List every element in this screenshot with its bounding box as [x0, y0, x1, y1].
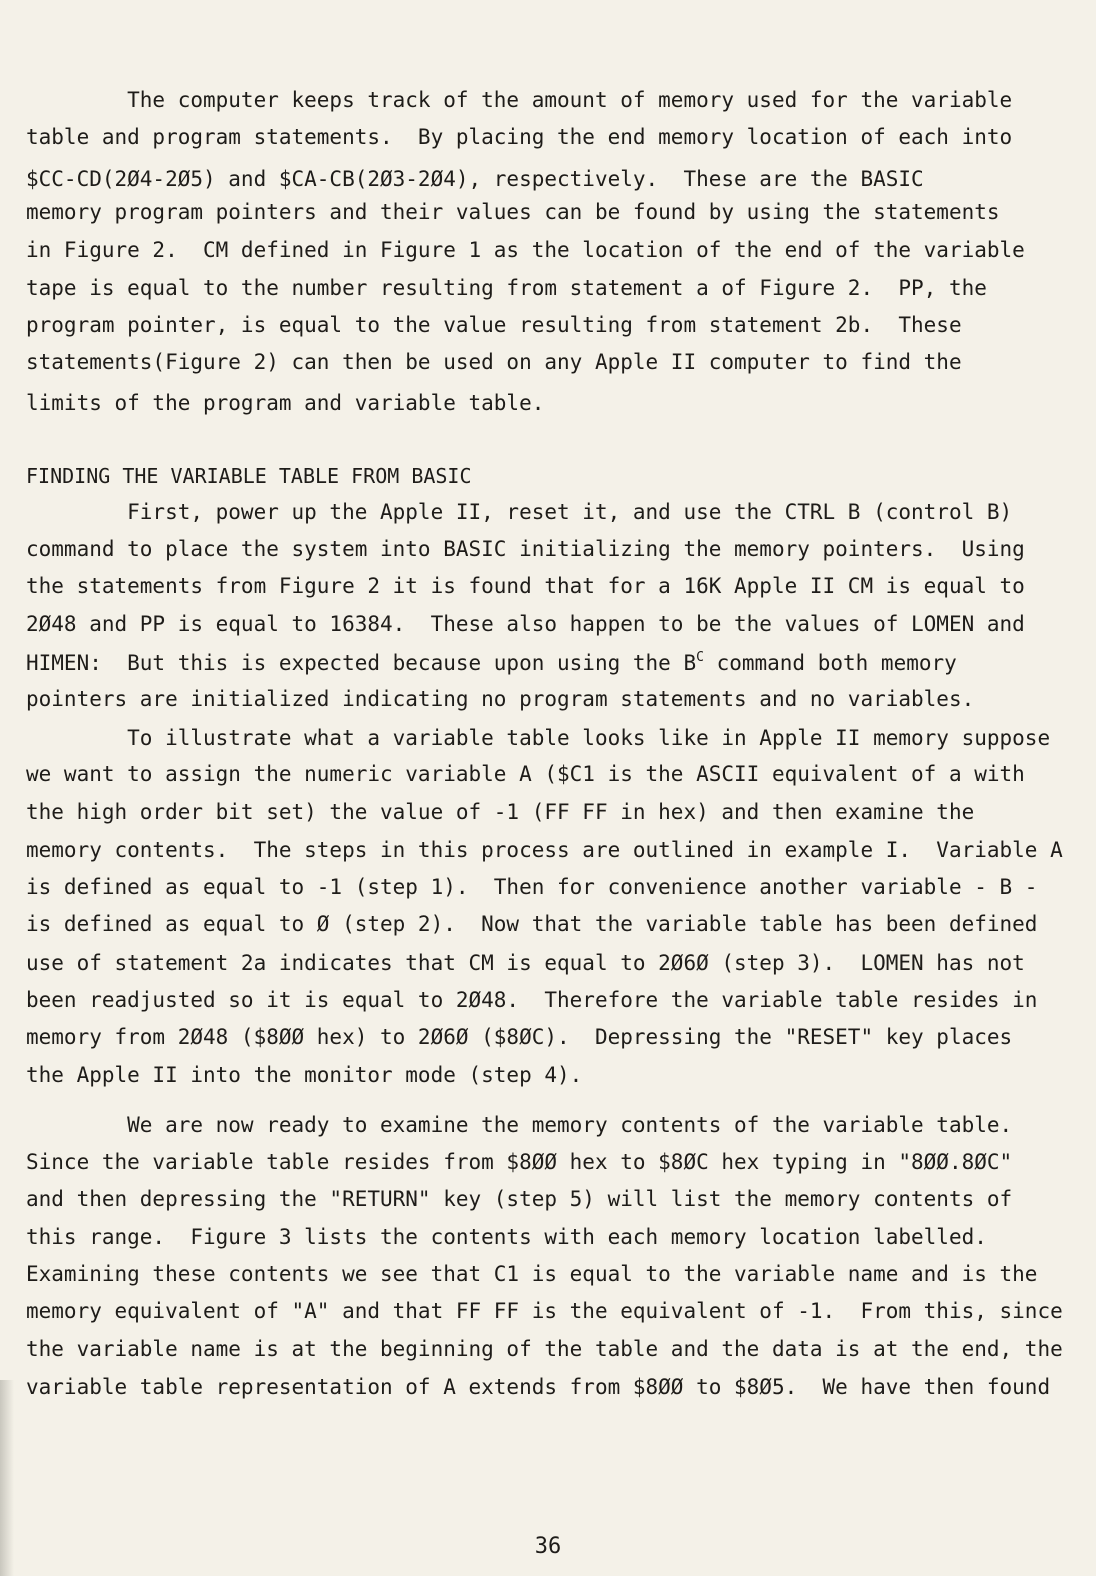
text-line: this range. Figure 3 lists the contents with each memory location labelled.	[26, 1225, 987, 1249]
section-heading: FINDING THE VARIABLE TABLE FROM BASIC	[26, 464, 472, 488]
text-line: we want to assign the numeric variable A ($C1 is the ASCII equivalent of a with	[26, 762, 1025, 786]
text-line: table and program statements. By placing the end memory location of each into	[26, 125, 1013, 149]
text-line: statements(Figure 2) can then be used on any Apple II computer to find the	[26, 350, 962, 374]
text-line: memory equivalent of "A" and that FF FF is the equivalent of -1. From this, since	[26, 1299, 1063, 1323]
text-line: program pointer, is equal to the value resulting from statement 2b. These	[26, 313, 962, 337]
text-line: 2Ø48 and PP is equal to 16384. These also happen to be the values of LOMEN and	[26, 612, 1025, 636]
text-line: is defined as equal to -1 (step 1). Then for convenience another variable - B -	[26, 875, 1038, 899]
text-line: memory from 2Ø48 ($8ØØ hex) to 2Ø6Ø ($8ØC). Depressing the "RESET" key places	[26, 1025, 1013, 1049]
superscript: C	[696, 650, 704, 665]
text-line: been readjusted so it is equal to 2Ø48. Therefore the variable table resides in	[26, 988, 1038, 1012]
text-line: memory program pointers and their values can be found by using the statements	[26, 200, 1000, 224]
text-segment: HIMEN: But this is expected because upon using the B	[26, 651, 697, 675]
text-line: limits of the program and variable table.	[26, 391, 545, 415]
text-line: and then depressing the "RETURN" key (step 5) will list the memory contents of	[26, 1187, 1013, 1211]
text-line: in Figure 2. CM defined in Figure 1 as the location of the end of the variable	[26, 238, 1025, 262]
text-line: The computer keeps track of the amount of memory used for the variable	[26, 88, 1013, 112]
text-segment: command both memory	[703, 651, 957, 675]
page-edge-shadow	[0, 1380, 14, 1576]
text-line: the high order bit set) the value of -1 (FF FF in hex) and then examine the	[26, 800, 975, 824]
text-line: Since the variable table resides from $8ØØ hex to $8ØC hex typing in "8ØØ.8ØC"	[26, 1150, 1013, 1174]
page-number: 36	[534, 1534, 562, 1559]
text-line: the Apple II into the monitor mode (step 4).	[26, 1063, 583, 1087]
text-line: the statements from Figure 2 it is found that for a 16K Apple II CM is equal to	[26, 574, 1025, 598]
text-line: Examining these contents we see that C1 is equal to the variable name and is the	[26, 1262, 1038, 1286]
text-line: is defined as equal to Ø (step 2). Now that the variable table has been defined	[26, 912, 1038, 936]
text-line: memory contents. The steps in this process are outlined in example I. Variable A	[26, 838, 1063, 862]
text-line: the variable name is at the beginning of the table and the data is at the end, the	[26, 1337, 1063, 1361]
text-line: $CC-CD(2Ø4-2Ø5) and $CA-CB(2Ø3-2Ø4), respectively. These are the BASIC	[26, 167, 924, 191]
text-line: To illustrate what a variable table looks like in Apple II memory suppose	[26, 726, 1051, 750]
text-line: use of statement 2a indicates that CM is equal to 2Ø6Ø (step 3). LOMEN has not	[26, 951, 1025, 975]
text-line: tape is equal to the number resulting from statement a of Figure 2. PP, the	[26, 276, 987, 300]
text-line: We are now ready to examine the memory contents of the variable table.	[26, 1113, 1013, 1137]
text-line: command to place the system into BASIC initializing the memory pointers. Using	[26, 537, 1025, 561]
text-line	[26, 650, 957, 676]
text-line: First, power up the Apple II, reset it, and use the CTRL B (control B)	[26, 500, 1013, 524]
text-line: variable table representation of A extends from $8ØØ to $8Ø5. We have then found	[26, 1375, 1051, 1399]
text-line: pointers are initialized indicating no program statements and no variables.	[26, 687, 975, 711]
